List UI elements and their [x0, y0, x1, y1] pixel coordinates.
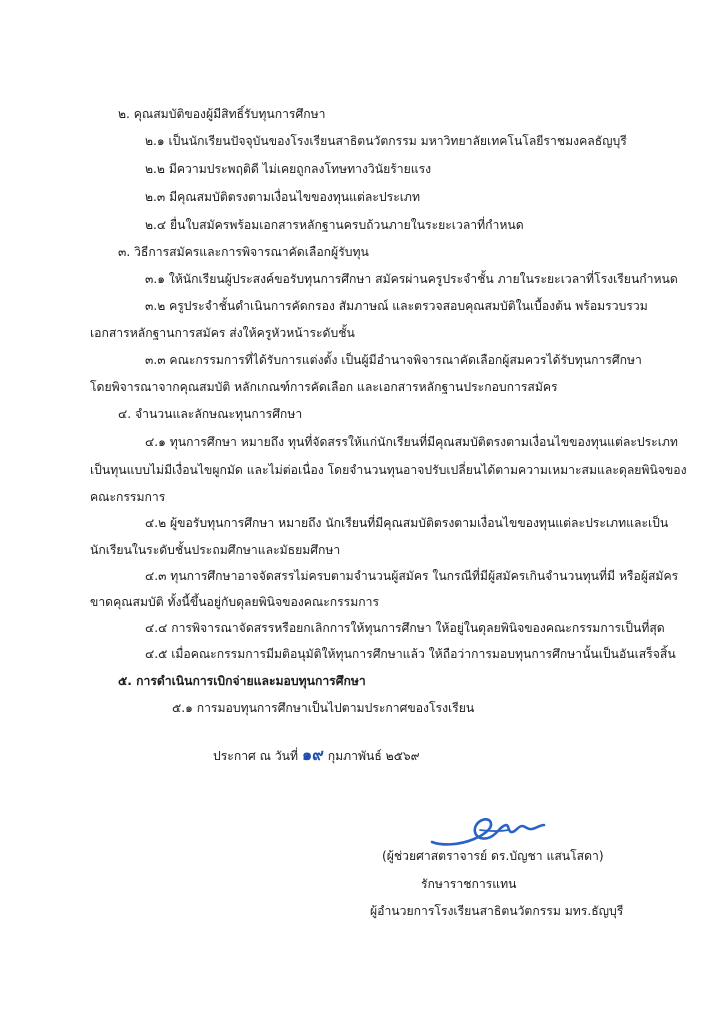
section-4-heading: ๔. จำนวนและลักษณะทุนการศึกษา	[118, 407, 303, 421]
section-5-heading: ๕. การดำเนินการเบิกจ่ายและมอบทุนการศึกษา	[118, 674, 366, 688]
announcement-prefix: ประกาศ ณ วันที่	[213, 749, 299, 763]
section-3-item-1: ๓.๑ ให้นักเรียนผู้ประสงค์ขอรับทุนการศึกษา สมัครผ่านครูประจำชั้น ภายในระยะเวลาที่โรงเรียนกำหนด	[145, 272, 678, 286]
section-4-item-2-line-2: นักเรียนในระดับชั้นประถมศึกษาและมัธยมศึกษา	[90, 543, 341, 557]
section-4-item-3-line-1: ๔.๓ ทุนการศึกษาอาจจัดสรรไม่ครบตามจำนวนผู้สมัคร ในกรณีที่มีผู้สมัครเกินจำนวนทุนที่มี หรือผู้สมัคร	[145, 569, 679, 583]
section-5-item-1: ๕.๑ การมอบทุนการศึกษาเป็นไปตามประกาศของโรงเรียน	[172, 701, 475, 715]
section-4-item-2-line-1: ๔.๒ ผู้ขอรับทุนการศึกษา หมายถึง นักเรียนที่มีคุณสมบัติตรงตามเงื่อนไขของทุนแต่ละประเภทและเป็น	[145, 516, 669, 530]
section-2-item-3: ๒.๓ มีคุณสมบัติตรงตามเงื่อนไขของทุนแต่ละประเภท	[145, 190, 420, 204]
signer-position: ผู้อำนวยการโรงเรียนสาธิตนวัตกรรม มทร.ธัญบุรี	[370, 904, 624, 918]
section-4-item-3-line-2: ขาดคุณสมบัติ ทั้งนี้ขึ้นอยู่กับดุลยพินิจของคณะกรรมการ	[90, 595, 380, 609]
section-3-item-3-line-2: โดยพิจารณาจากคุณสมบัติ หลักเกณฑ์การคัดเลือก และเอกสารหลักฐานประกอบการสมัคร	[90, 380, 558, 394]
section-4-item-1-line-1: ๔.๑ ทุนการศึกษา หมายถึง ทุนที่จัดสรรให้แก่นักเรียนที่มีคุณสมบัติตรงตามเงื่อนไขของทุนแต่ละประเภท	[145, 435, 678, 449]
section-4-item-5: ๔.๕ เมื่อคณะกรรมการมีมติอนุมัติให้ทุนการศึกษาแล้ว ให้ถือว่าการมอบทุนการศึกษานั้นเป็นอันเสร็จสิ้น	[145, 647, 676, 661]
section-2-item-4: ๒.๔ ยื่นใบสมัครพร้อมเอกสารหลักฐานครบถ้วนภายในระยะเวลาที่กำหนด	[145, 218, 524, 232]
section-2-heading: ๒. คุณสมบัติของผู้มีสิทธิ์รับทุนการศึกษา	[118, 107, 326, 121]
signature-image	[428, 810, 548, 850]
section-3-item-2-line-2: เอกสารหลักฐานการสมัคร ส่งให้ครูหัวหน้าระดับชั้น	[90, 326, 355, 340]
announcement-month-year: กุมภาพันธ์ ๒๕๖๙	[327, 749, 420, 763]
section-3-item-3-line-1: ๓.๓ คณะกรรมการที่ได้รับการแต่งตั้ง เป็นผู้มีอำนาจพิจารณาคัดเลือกผู้สมควรได้รับทุนการศึกษา	[145, 353, 642, 367]
section-4-item-1-line-2: เป็นทุนแบบไม่มีเงื่อนไขผูกมัด และไม่ต่อเนื่อง โดยจำนวนทุนอาจปรับเปลี่ยนได้ตามความเหมาะสมและดุลยพินิจของ	[90, 463, 687, 477]
section-3-heading: ๓. วิธีการสมัครและการพิจารณาคัดเลือกผู้รับทุน	[118, 245, 369, 259]
section-2-item-1: ๒.๑ เป็นนักเรียนปัจจุบันของโรงเรียนสาธิตนวัตกรรม มหาวิทยาลัยเทคโนโลยีราชมงคลธัญบุรี	[145, 134, 627, 148]
section-4-item-4: ๔.๔ การพิจารณาจัดสรรหรือยกเลิกการให้ทุนการศึกษา ให้อยู่ในดุลยพินิจของคณะกรรมการเป็นที่สุด	[145, 621, 665, 635]
section-4-item-1-line-3: คณะกรรมการ	[90, 490, 166, 504]
announcement-day: ๑๙	[301, 745, 324, 764]
announcement-date	[213, 747, 420, 764]
signer-acting: รักษาราชการแทน	[421, 877, 517, 891]
section-2-item-2: ๒.๒ มีความประพฤติดี ไม่เคยถูกลงโทษทางวินัยร้ายแรง	[145, 162, 432, 176]
signer-name: (ผู้ช่วยศาสตราจารย์ ดร.บัญชา แสนโสดา)	[382, 849, 604, 863]
section-3-item-2-line-1: ๓.๒ ครูประจำชั้นดำเนินการคัดกรอง สัมภาษณ์ และตรวจสอบคุณสมบัติในเบื้องต้น พร้อมรวบรวม	[145, 299, 648, 313]
